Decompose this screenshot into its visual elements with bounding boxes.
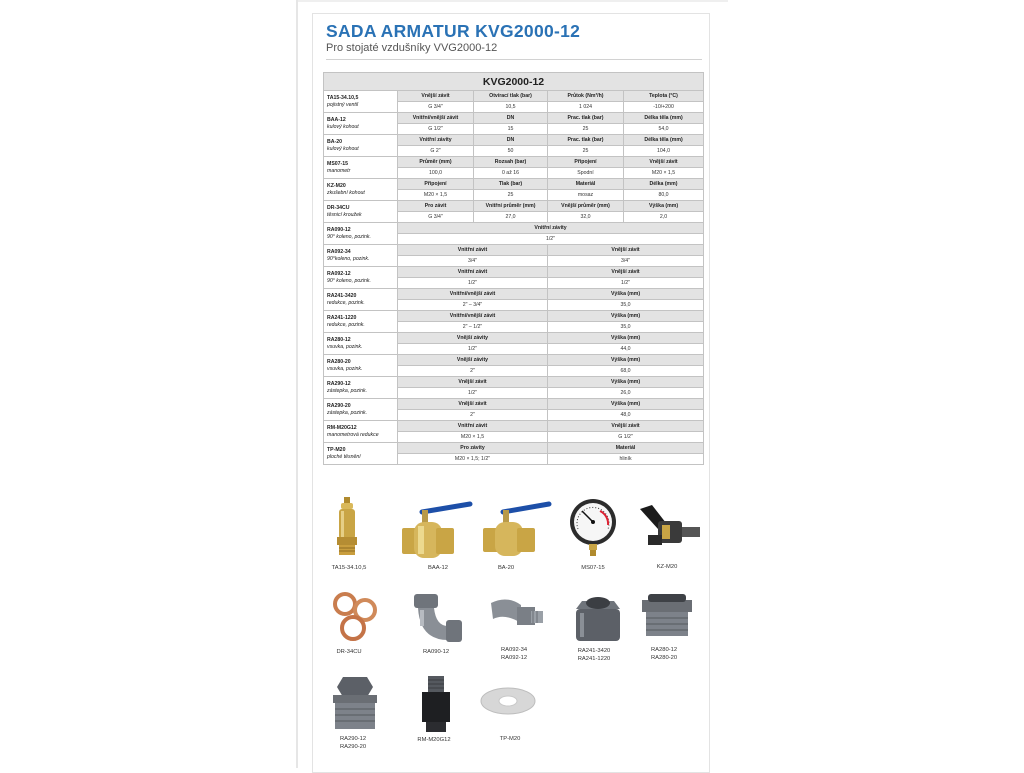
value-cell: G 2"	[398, 146, 474, 157]
column-header: Vnitřní/vnější závit	[398, 113, 474, 124]
part-description: manometrová redukce	[327, 431, 379, 438]
column-header: Prac. tlak (bar)	[548, 113, 624, 124]
column-header: Vnější závit	[398, 91, 474, 102]
column-header: Délka (mm)	[624, 179, 704, 190]
part-code: RM-M20G12	[327, 424, 357, 431]
value-cell: 3/4"	[398, 256, 548, 267]
value-cell: G 1/2"	[398, 124, 474, 135]
page-edge-top	[298, 0, 728, 2]
part-code: RA290-12	[327, 380, 351, 387]
part-code: DR-34CU	[327, 204, 350, 211]
part-code: RA092-12	[327, 270, 351, 277]
column-header: Připojení	[398, 179, 474, 190]
column-header: Výška (mm)	[548, 399, 704, 410]
value-cell: hliník	[548, 454, 704, 465]
part-name-cell	[324, 311, 398, 333]
value-cell: 48,0	[548, 410, 704, 421]
column-header: Vnitřní závit	[398, 245, 548, 256]
part-description: redukce, pozink.	[327, 299, 365, 306]
column-header: Vnitřní závit	[398, 421, 548, 432]
part-description: těsnicí kroužek	[327, 211, 362, 218]
column-header: Vnější závit	[624, 157, 704, 168]
value-cell: 1 024	[548, 102, 624, 113]
table-row	[324, 311, 704, 322]
column-header: Pro závity	[398, 443, 548, 454]
product-label: MS07-15	[581, 565, 605, 571]
part-code: RA241-3420	[327, 292, 357, 299]
part-code: BA-20	[327, 138, 342, 145]
part-code: MS07-15	[327, 160, 349, 167]
part-code: TA15-34.10,5	[327, 94, 359, 101]
table-row	[324, 289, 704, 300]
value-cell: 0 až 16	[474, 168, 548, 179]
part-code: TP-M20	[327, 446, 346, 453]
value-cell: 15	[474, 124, 548, 135]
column-header: Výška (mm)	[548, 311, 704, 322]
part-description: 90° koleno, pozink.	[327, 277, 371, 284]
value-cell: -10/+200	[624, 102, 704, 113]
column-header: DN	[474, 135, 548, 146]
column-header: Vnitřní/vnější závit	[398, 311, 548, 322]
part-name-cell	[324, 377, 398, 399]
product-label: DR-34CU	[336, 649, 362, 655]
table-row	[324, 135, 704, 146]
column-header: DN	[474, 113, 548, 124]
value-cell: 1/2"	[398, 388, 548, 399]
column-header: Vnější závity	[398, 355, 548, 366]
part-description: redukce, pozink.	[327, 321, 365, 328]
elbow-fitting-icon	[412, 592, 464, 642]
ball-valve-icon	[481, 500, 553, 558]
gauge-adapter-icon	[418, 676, 454, 734]
product-label: TA15-34.10,5	[331, 565, 367, 571]
value-cell: 32,0	[548, 212, 624, 223]
value-cell: 104,0	[624, 146, 704, 157]
column-header: Výška (mm)	[548, 333, 704, 344]
value-cell: 35,0	[548, 322, 704, 333]
part-name-cell	[324, 179, 398, 201]
product-label: RA290-12	[339, 736, 367, 742]
pressure-gauge-icon	[568, 497, 618, 557]
column-header: Průměr (mm)	[398, 157, 474, 168]
value-cell: 25	[548, 124, 624, 135]
column-header: Vnější závity	[398, 333, 548, 344]
value-cell: G 3/4"	[398, 212, 474, 223]
part-description: kulový kohout	[327, 123, 359, 130]
flat-seal-icon	[479, 686, 537, 716]
part-description: vsuvka, pozink.	[327, 365, 363, 372]
part-name-cell	[324, 201, 398, 223]
value-cell: 2"	[398, 366, 548, 377]
table-row	[324, 179, 704, 190]
product-label: RA092-12	[500, 655, 528, 661]
product-label: BAA-12	[428, 565, 448, 571]
part-code: RA280-12	[327, 336, 351, 343]
product-label: TP-M20	[499, 736, 521, 742]
part-name-cell	[324, 157, 398, 179]
table-row	[324, 421, 704, 432]
value-cell: G 1/2"	[548, 432, 704, 443]
column-header: Vnější závit	[398, 399, 548, 410]
value-cell: 10,5	[474, 102, 548, 113]
table-row	[324, 223, 704, 234]
value-cell: 1/2"	[398, 234, 704, 245]
value-cell: M20 × 1,5	[398, 190, 474, 201]
spec-table	[323, 72, 704, 465]
part-code: RA090-12	[327, 226, 351, 233]
product-label: BA-20	[497, 565, 515, 571]
nipple-fitting-icon	[638, 594, 696, 638]
part-description: kulový kohout	[327, 145, 359, 152]
column-header: Tlak (bar)	[474, 179, 548, 190]
column-header: Délka těla (mm)	[624, 113, 704, 124]
column-header: Materiál	[548, 179, 624, 190]
part-name-cell	[324, 135, 398, 157]
value-cell: 68,0	[548, 366, 704, 377]
value-cell: M20 × 1,5	[398, 432, 548, 443]
part-name-cell	[324, 267, 398, 289]
column-header: Vnitřní závity	[398, 223, 704, 234]
table-row	[324, 267, 704, 278]
table-row	[324, 443, 704, 454]
part-name-cell	[324, 245, 398, 267]
part-code: RA241-1220	[327, 314, 357, 321]
title-divider	[326, 59, 702, 60]
column-header: Vnější závit	[548, 421, 704, 432]
part-name-cell	[324, 421, 398, 443]
value-cell: 1/2"	[398, 278, 548, 289]
part-name-cell	[324, 289, 398, 311]
value-cell: 1/2"	[548, 278, 704, 289]
column-header: Průtok (Nm³/h)	[548, 91, 624, 102]
part-code: BAA-12	[327, 116, 346, 123]
part-name-cell	[324, 399, 398, 421]
part-code: RA280-20	[327, 358, 351, 365]
part-name-cell	[324, 91, 398, 113]
table-row	[324, 333, 704, 344]
safety-valve-icon	[333, 497, 361, 559]
product-label: RA290-20	[339, 744, 367, 750]
column-header: Pro závit	[398, 201, 474, 212]
part-description: zástepka, pozink.	[327, 409, 368, 416]
value-cell: M20 × 1,5; 1/2"	[398, 454, 548, 465]
reducer-fitting-icon	[572, 593, 624, 643]
column-header: Výška (mm)	[624, 201, 704, 212]
part-code: RA290-20	[327, 402, 351, 409]
product-label: RA092-34	[500, 647, 528, 653]
column-header: Délka těla (mm)	[624, 135, 704, 146]
column-header: Vnitřní závit	[398, 267, 548, 278]
value-cell: 2"	[398, 410, 548, 421]
value-cell: 3/4"	[548, 256, 704, 267]
table-row	[324, 377, 704, 388]
column-header: Vnější závit	[398, 377, 548, 388]
page-edge	[296, 0, 298, 768]
value-cell: 100,0	[398, 168, 474, 179]
test-cock-icon	[638, 505, 702, 551]
value-cell: 25	[474, 190, 548, 201]
product-label: RA241-1220	[577, 656, 611, 662]
copper-ring-icon	[327, 592, 382, 642]
value-cell: 27,0	[474, 212, 548, 223]
column-header: Vnitřní/vnější závit	[398, 289, 548, 300]
value-cell: M20 × 1,5	[624, 168, 704, 179]
part-description: vsuvka, pozink.	[327, 343, 363, 350]
product-label: KZ-M20	[656, 564, 678, 570]
part-description: 90° koleno, pozink.	[327, 233, 371, 240]
table-row	[324, 355, 704, 366]
part-name-cell	[324, 443, 398, 465]
value-cell: Spodní	[548, 168, 624, 179]
column-header: Výška (mm)	[548, 289, 704, 300]
table-row	[324, 157, 704, 168]
value-cell: 80,0	[624, 190, 704, 201]
value-cell: 35,0	[548, 300, 704, 311]
part-description: 90°koleno, pozink.	[327, 255, 370, 262]
value-cell: mosaz	[548, 190, 624, 201]
part-description: zkušební kohout	[327, 189, 365, 196]
column-header: Vnější závit	[548, 245, 704, 256]
column-header: Rozsah (bar)	[474, 157, 548, 168]
value-cell: 44,0	[548, 344, 704, 355]
part-name-cell	[324, 355, 398, 377]
value-cell: 2,0	[624, 212, 704, 223]
value-cell: 2" – 1/2"	[398, 322, 548, 333]
value-cell: 1/2"	[398, 344, 548, 355]
column-header: Vnější závit	[548, 267, 704, 278]
column-header: Výška (mm)	[548, 377, 704, 388]
table-title: KVG2000-12	[324, 73, 704, 91]
elbow-fitting-icon	[487, 593, 545, 633]
ball-valve-icon	[400, 500, 475, 560]
value-cell: 26,0	[548, 388, 704, 399]
part-name-cell	[324, 333, 398, 355]
table-row	[324, 399, 704, 410]
product-label: RA241-3420	[577, 648, 611, 654]
part-name-cell	[324, 223, 398, 245]
column-header: Teplota (°C)	[624, 91, 704, 102]
table-row	[324, 245, 704, 256]
table-row	[324, 91, 704, 102]
product-label: RM-M20G12	[417, 737, 451, 743]
table-row	[324, 113, 704, 124]
page-title: SADA ARMATUR KVG2000-12	[326, 21, 581, 41]
value-cell: 50	[474, 146, 548, 157]
column-header: Otvírací tlak (bar)	[474, 91, 548, 102]
part-name-cell	[324, 113, 398, 135]
product-label: RA280-20	[650, 655, 678, 661]
column-header: Připojení	[548, 157, 624, 168]
value-cell: 54,0	[624, 124, 704, 135]
part-description: pojistný ventil	[327, 101, 359, 108]
table-row	[324, 201, 704, 212]
product-label: RA090-12	[422, 649, 450, 655]
part-description: manometr	[327, 167, 351, 174]
page-subtitle: Pro stojaté vzdušníky VVG2000-12	[326, 42, 498, 54]
column-header: Vnitřní závity	[398, 135, 474, 146]
product-label: RA280-12	[650, 647, 678, 653]
part-code: KZ-M20	[327, 182, 346, 189]
column-header: Prac. tlak (bar)	[548, 135, 624, 146]
part-code: RA092-34	[327, 248, 351, 255]
value-cell: G 3/4"	[398, 102, 474, 113]
plug-fitting-icon	[329, 677, 381, 731]
part-description: ploché těsnění	[327, 453, 361, 460]
column-header: Vnější průměr (mm)	[548, 201, 624, 212]
value-cell: 2" – 3/4"	[398, 300, 548, 311]
part-description: zástepka, pozink.	[327, 387, 368, 394]
column-header: Vnitřní průměr (mm)	[474, 201, 548, 212]
value-cell: 25	[548, 146, 624, 157]
column-header: Výška (mm)	[548, 355, 704, 366]
column-header: Materiál	[548, 443, 704, 454]
